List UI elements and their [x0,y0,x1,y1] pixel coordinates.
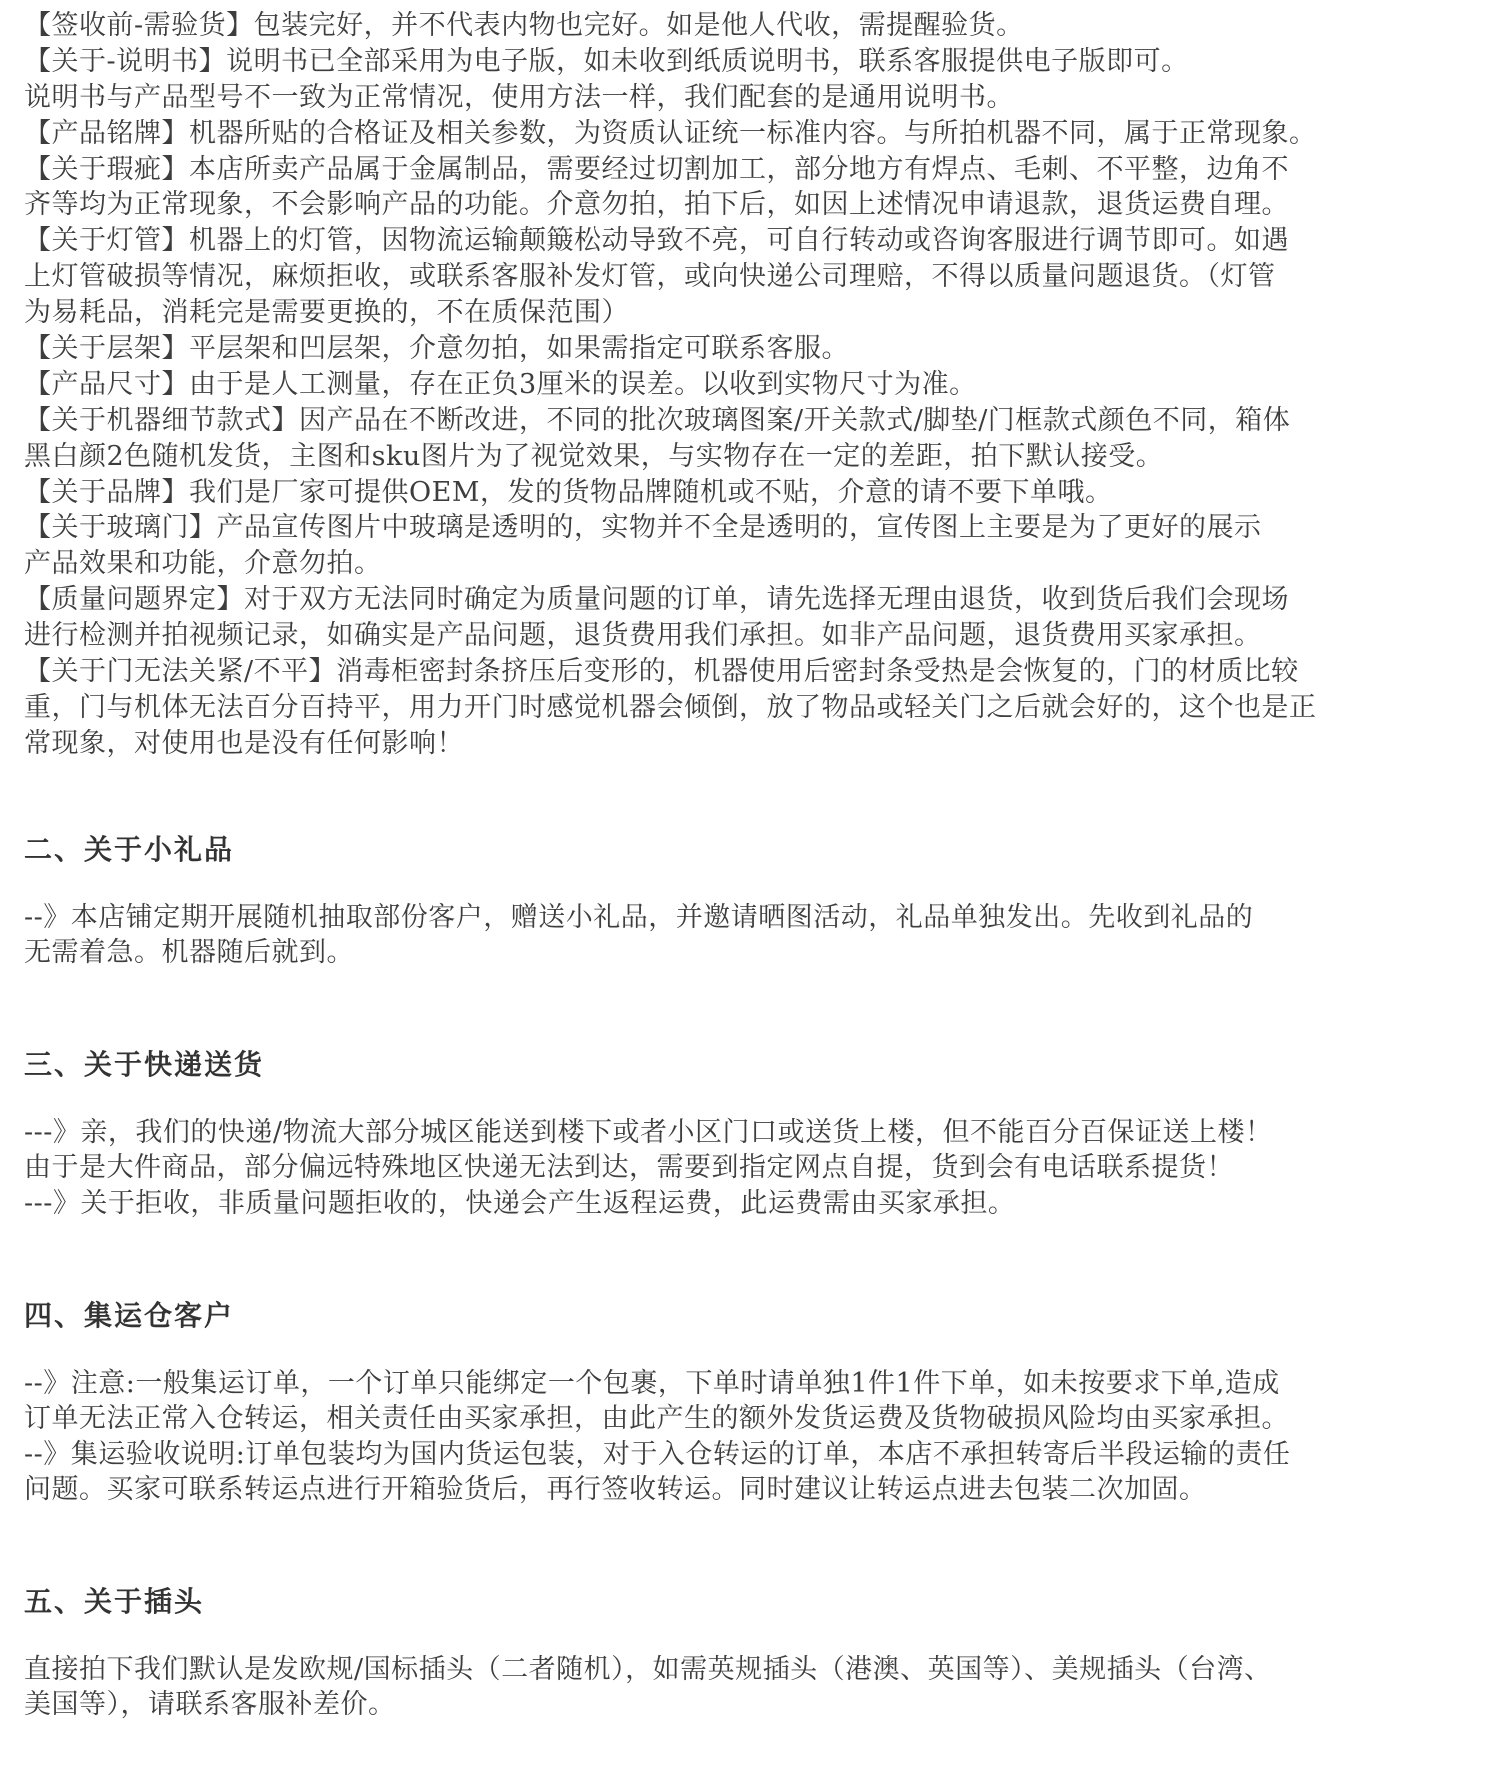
section-heading-gifts: 二、关于小礼品 [24,833,235,866]
section-line: 美国等），请联系客服补差价。 [24,1689,396,1721]
notice-list [24,8,1484,762]
notice-line: 【关于品牌】我们是厂家可提供OEM，发的货物品牌随机或不贴，介意的请不要下单哦。 [24,476,1113,508]
section-line: ---》关于拒收，非质量问题拒收的，快递会产生返程运费，此运费需由买家承担。 [24,1187,1016,1219]
section-body-consolidation [24,1366,1484,1508]
section-line: 订单无法正常入仓转运，相关责任由买家承担，由此产生的额外发货运费及货物破损风险均由买家承担。 [24,1403,1289,1435]
notice-line: 【关于-说明书】说明书已全部采用为电子版，如未收到纸质说明书，联系客服提供电子版即可。 [24,45,1189,77]
section-line: --》本店铺定期开展随机抽取部份客户，赠送小礼品，并邀请晒图活动，礼品单独发出。先收到礼品的 [24,902,1254,933]
section-heading-delivery: 三、关于快递送货 [24,1048,265,1081]
notice-line: 说明书与产品型号不一致为正常情况，使用方法一样，我们配套的是通用说明书。 [24,81,1014,113]
section-heading-plugs: 五、关于插头 [24,1585,205,1618]
section-heading-consolidation: 四、集运仓客户 [24,1299,235,1332]
notice-line: 【关于机器细节款式】因产品在不断改进，不同的批次玻璃图案/开关款式/脚垫/门框款式颜色不同，箱体 [24,404,1291,436]
notice-line: 齐等均为正常现象，不会影响产品的功能。介意勿拍，拍下后，如因上述情况申请退款，退货运费自理。 [24,189,1289,221]
section-line: 由于是大件商品，部分偏远特殊地区快递无法到达，需要到指定网点自提，货到会有电话联系提货！ [24,1152,1234,1184]
notice-line: 【关于门无法关紧/不平】消毒柜密封条挤压后变形的，机器使用后密封条受热是会恢复的，门的材质比较 [24,656,1299,688]
section-line: --》注意:一般集运订单，一个订单只能绑定一个包裹，下单时请单独1件1件下单，如未按要求下单,造成 [24,1368,1280,1399]
section-body-gifts [24,900,1484,971]
section-body-delivery [24,1115,1484,1221]
notice-line: 【关于层架】平层架和凹层架，介意勿拍，如果需指定可联系客服。 [24,333,849,365]
notice-line: 重，门与机体无法百分百持平，用力开门时感觉机器会倾倒，放了物品或轻关门之后就会好的，这个也是正 [24,691,1317,723]
notice-line: 【质量问题界定】对于双方无法同时确定为质量问题的订单，请先选择无理由退货，收到货后我们会现场 [24,584,1289,616]
notice-line: 进行检测并拍视频记录，如确实是产品问题，退货费用我们承担。如非产品问题，退货费用买家承担。 [24,620,1262,652]
notice-line: 【产品尺寸】由于是人工测量，存在正负3厘米的误差。以收到实物尺寸为准。 [24,368,977,400]
section-line: ---》亲，我们的快递/物流大部分城区能送到楼下或者小区门口或送货上楼，但不能百分百保证送上楼！ [24,1117,1273,1148]
notice-line: 【关于瑕疵】本店所卖产品属于金属制品，需要经过切割加工，部分地方有焊点、毛刺、不平整，边角不 [24,153,1289,185]
notice-line: 黑白颜2色随机发货，主图和sku图片为了视觉效果，与实物存在一定的差距，拍下默认接受。 [24,440,1164,472]
notice-line: 上灯管破损等情况，麻烦拒收，或联系客服补发灯管，或向快递公司理赔，不得以质量问题退货。（灯管 [24,261,1276,293]
notice-line: 产品效果和功能，介意勿拍。 [24,548,382,580]
notice-line: 【关于玻璃门】产品宣传图片中玻璃是透明的，实物并不全是透明的，宣传图上主要是为了更好的展示 [24,512,1262,544]
section-line: 问题。买家可联系转运点进行开箱验货后，再行签收转运。同时建议让转运点进去包装二次加固。 [24,1474,1207,1506]
section-line: 无需着急。机器随后就到。 [24,937,354,969]
notice-line: 为易耗品，消耗完是需要更换的，不在质保范围） [24,297,629,329]
section-line: 直接拍下我们默认是发欧规/国标插头（二者随机），如需英规插头（港澳、英国等）、美规插头（台湾、 [24,1654,1272,1685]
notice-line: 【关于灯管】机器上的灯管，因物流运输颠簸松动导致不亮，可自行转动或咨询客服进行调节即可。如遇 [24,225,1289,257]
section-line: --》集运验收说明:订单包装均为国内货运包装，对于入仓转运的订单，本店不承担转寄后半段运输的责任 [24,1438,1291,1470]
notice-line: 【产品铭牌】机器所贴的合格证及相关参数，为资质认证统一标准内容。与所拍机器不同，属于正常现象。 [24,117,1317,149]
notice-line: 【签收前-需验货】包装完好，并不代表内物也完好。如是他人代收，需提醒验货。 [24,10,1024,41]
notice-line: 常现象，对使用也是没有任何影响！ [24,727,464,759]
section-body-plugs [24,1652,1484,1723]
